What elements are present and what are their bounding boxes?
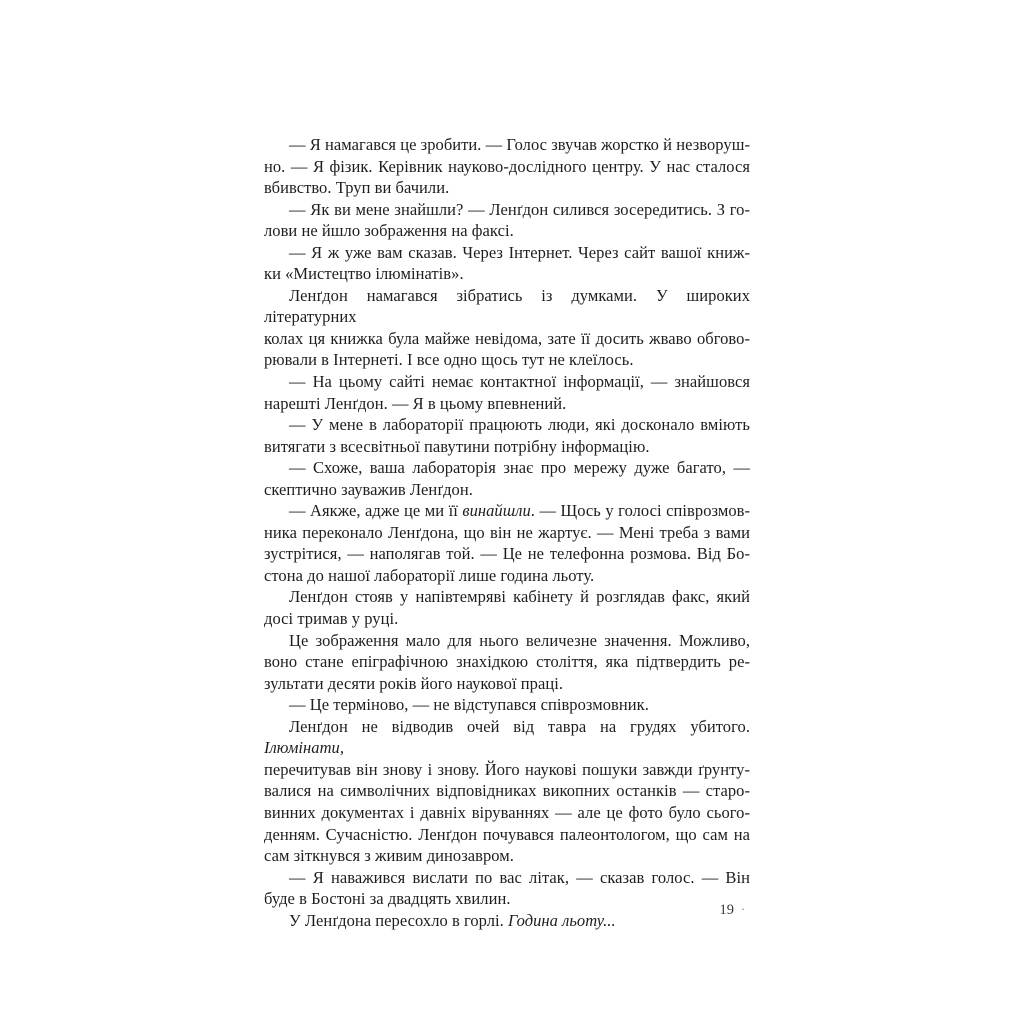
text-segment: Ленґдон не відводив очей від тавра на грудях убитого. xyxy=(289,716,750,736)
page-text xyxy=(264,134,750,931)
text-line xyxy=(264,673,750,695)
text-line xyxy=(264,824,750,846)
text-line xyxy=(264,199,750,221)
text-line xyxy=(264,177,750,199)
text-line xyxy=(264,543,750,565)
text-line xyxy=(264,802,750,824)
text-segment: Ленґдон стояв у напівтемряві кабінету й розглядав факс, який xyxy=(289,587,750,607)
text-segment: сам зіткнувся з живим динозавром. xyxy=(264,846,514,866)
text-line xyxy=(264,716,750,759)
text-segment: перечитував він знову і знову. Його наукові пошуки завжди ґрунту- xyxy=(264,759,750,779)
text-segment: рювали в Інтернеті. І все одно щось тут не клеїлось. xyxy=(264,350,634,370)
text-segment: вбивство. Труп ви бачили. xyxy=(264,178,450,198)
text-line xyxy=(264,780,750,802)
text-line xyxy=(264,500,750,522)
text-line xyxy=(264,586,750,608)
text-segment: стона до нашої лабораторії лише година льоту. xyxy=(264,565,595,585)
text-line xyxy=(264,479,750,501)
text-line xyxy=(264,220,750,242)
text-segment: — Я намагався це зробити. — Голос звучав жорстко й незворуш- xyxy=(289,135,750,154)
text-segment: — Аякже, адже це ми її xyxy=(289,501,463,521)
text-segment: зустрітися, — наполягав той. — Це не телефонна розмова. Від Бо- xyxy=(264,544,750,564)
text-line xyxy=(264,651,750,673)
text-segment: ки «Мистецтво ілюмінатів». xyxy=(264,264,464,284)
text-line xyxy=(264,565,750,587)
text-line xyxy=(264,522,750,544)
text-segment: но. — Я фізик. Керівник науково-дослідного центру. У нас сталося xyxy=(264,156,750,176)
text-line xyxy=(264,134,750,156)
page-number-marker: · xyxy=(741,902,745,916)
text-segment: колах ця книжка була майже невідома, зате її досить жваво обгово- xyxy=(264,328,750,348)
text-segment: . — Щось у голосі співрозмов- xyxy=(530,501,750,521)
text-line xyxy=(264,867,750,889)
text-line xyxy=(264,349,750,371)
text-line xyxy=(264,759,750,781)
text-line xyxy=(264,414,750,436)
text-line xyxy=(264,328,750,350)
text-segment: — Я наважився вислати по вас літак, — сказав голос. — Він xyxy=(289,867,750,887)
text-segment: валися на символічних відповідниках викопних останків — старо- xyxy=(264,781,750,801)
text-line xyxy=(264,845,750,867)
text-line xyxy=(264,608,750,630)
text-segment: — У мене в лабораторії працюють люди, які досконало вміють xyxy=(289,415,750,435)
text-line xyxy=(264,156,750,178)
text-line xyxy=(264,242,750,264)
text-segment: — Це терміново, — не відступався співрозмовник. xyxy=(289,695,649,715)
italic-text-segment: Ілюмінати, xyxy=(264,738,345,758)
text-segment: — Схоже, ваша лабораторія знає про мережу дуже багато, — xyxy=(289,458,750,478)
text-segment: скептично зауважив Ленґдон. xyxy=(264,479,473,499)
text-segment: Ленґдон намагався зібратись із думками. У широких літературних xyxy=(264,285,750,327)
page-number: 19 xyxy=(719,902,734,918)
text-segment: досі тримав у руці. xyxy=(264,609,399,629)
text-line xyxy=(264,371,750,393)
text-segment: воно стане епіграфічною знахідкою століття, яка підтвердить ре- xyxy=(264,652,750,672)
text-segment: У Ленґдона пересохло в горлі. xyxy=(289,910,509,930)
text-line xyxy=(264,263,750,285)
page-footer xyxy=(264,902,750,919)
text-segment: — На цьому сайті немає контактної інформації, — знайшовся xyxy=(289,372,750,392)
text-segment: витягати з всесвітньої павутини потрібну інформацію. xyxy=(264,436,650,456)
text-segment: буде в Бостоні за двадцять хвилин. xyxy=(264,889,511,909)
text-segment: винних документах і давніх віруваннях — але це фото було сього- xyxy=(264,802,750,822)
text-segment: денням. Сучасністю. Ленґдон почувався палеонтологом, що сам на xyxy=(264,824,750,844)
text-line xyxy=(264,457,750,479)
text-line xyxy=(264,285,750,328)
text-line xyxy=(264,393,750,415)
text-segment: нарешті Ленґдон. — Я в цьому впевнений. xyxy=(264,393,567,413)
italic-text-segment: винайшли xyxy=(462,501,531,521)
text-segment: зультати десяти років його наукової праці. xyxy=(264,673,564,693)
text-segment: — Я ж уже вам сказав. Через Інтернет. Через сайт вашої книж- xyxy=(289,242,750,262)
text-line xyxy=(264,630,750,652)
text-segment: лови не йшло зображення на факсі. xyxy=(264,221,514,241)
text-segment: ника переконало Ленґдона, що він не жартує. — Мені треба з вами xyxy=(264,522,750,542)
text-line xyxy=(264,694,750,716)
italic-text-segment: Година льоту... xyxy=(508,910,616,930)
text-line xyxy=(264,436,750,458)
text-segment: Це зображення мало для нього величезне значення. Можливо, xyxy=(289,630,750,650)
text-segment: — Як ви мене знайшли? — Ленґдон силився зосередитись. З го- xyxy=(289,199,750,219)
